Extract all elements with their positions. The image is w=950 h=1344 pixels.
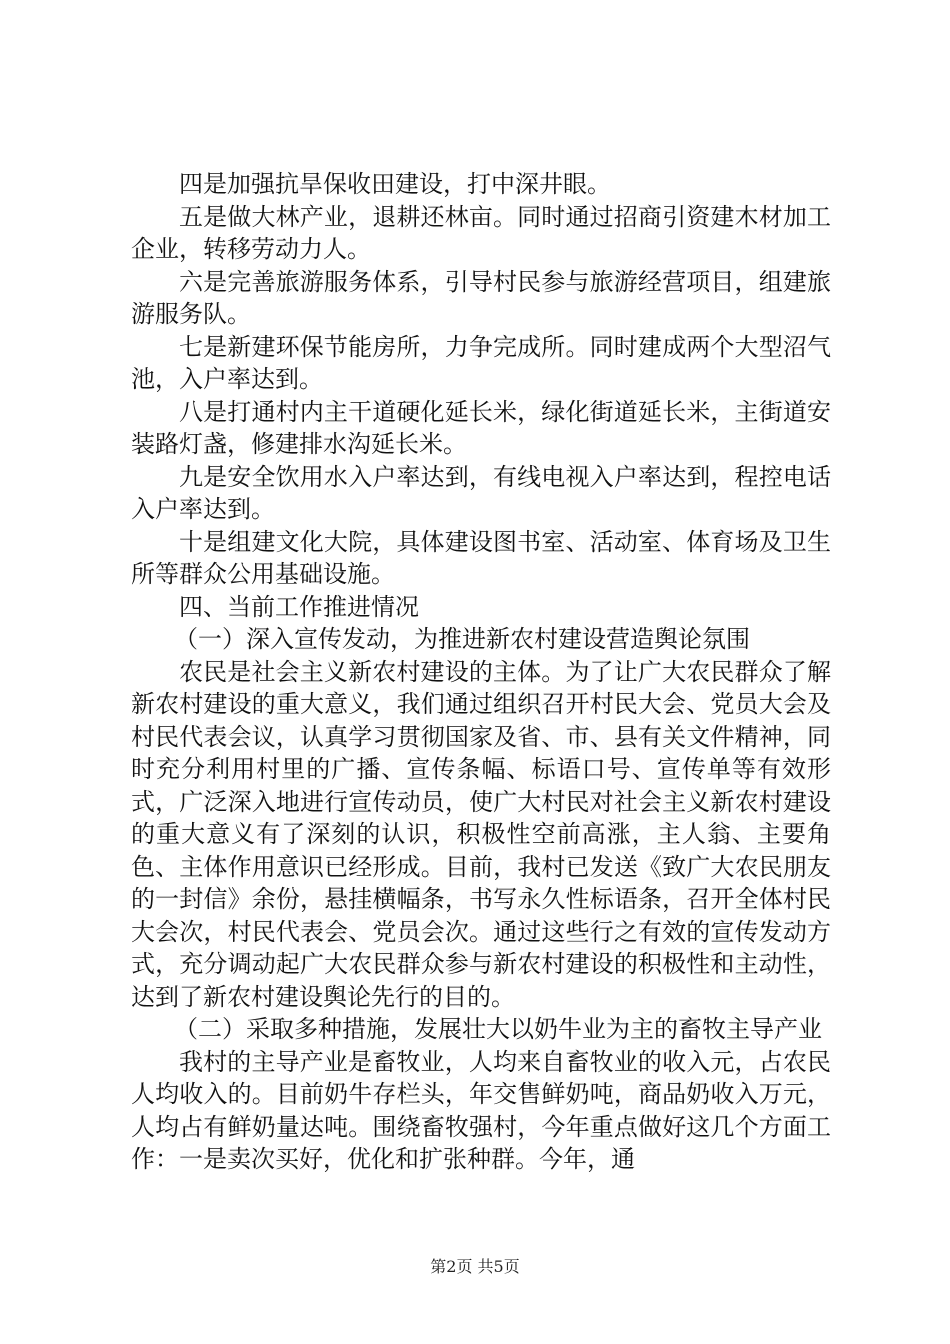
paragraph-item-7: 七是新建环保节能房所，力争完成所。同时建成两个大型沼气池，入户率达到。 [131, 332, 831, 393]
paragraph-body-2: 我村的主导产业是畜牧业，人均来自畜牧业的收入元，占农民人均收入的。目前奶牛存栏头，年交售鲜奶吨，商品奶收入万元，人均占有鲜奶量达吨。围绕畜牧强村，今年重点做好这几个方面工作：一是卖次买好，优化和扩张种群。今年，通 [131, 1047, 831, 1173]
paragraph-body-1: 农民是社会主义新农村建设的主体。为了让广大农民群众了解新农村建设的重大意义，我们通过组织召开村民大会、党员大会及村民代表会议，认真学习贯彻国家及省、市、县有关文件精神，同时充分利用村里的广播、宣传条幅、标语口号、宣传单等有效形式，广泛深入地进行宣传动员，使广大村民对社会主义新农村建设的重大意义有了深刻的认识，积极性空前高涨，主人翁、主要角色、主体作用意识已经形成。目前，我村已发送《致广大农民朋友的一封信》余份，悬挂横幅条，书写永久性标语条，召开全体村民大会次，村民代表会、党员会次。通过这些行之有效的宣传发动方式，充分调动起广大农民群众参与新农村建设的积极性和主动性，达到了新农村建设舆论先行的目的。 [131, 657, 831, 1011]
paragraph-item-5: 五是做大林产业，退耕还林亩。同时通过招商引资建木材加工企业，转移劳动力人。 [131, 202, 831, 263]
document-body [131, 168, 831, 1176]
paragraph-item-6: 六是完善旅游服务体系，引导村民参与旅游经营项目，组建旅游服务队。 [131, 267, 831, 328]
paragraph-item-9: 九是安全饮用水入户率达到，有线电视入户率达到，程控电话入户率达到。 [131, 462, 831, 523]
paragraph-item-8: 八是打通村内主干道硬化延长米，绿化街道延长米，主街道安装路灯盏，修建排水沟延长米。 [131, 397, 831, 458]
subsection-heading-2: （二）采取多种措施，发展壮大以奶牛业为主的畜牧主导产业 [174, 1015, 822, 1043]
paragraph-item-4: 四是加强抗旱保收田建设，打中深井眼。 [179, 170, 611, 198]
page-number-footer: 第2页 共5页 [430, 1257, 520, 1276]
section-heading: 四、当前工作推进情况 [179, 592, 419, 621]
subsection-heading-1: （一）深入宣传发动，为推进新农村建设营造舆论氛围 [174, 625, 750, 653]
paragraph-item-10: 十是组建文化大院，具体建设图书室、活动室、体育场及卫生所等群众公用基础设施。 [131, 527, 831, 588]
